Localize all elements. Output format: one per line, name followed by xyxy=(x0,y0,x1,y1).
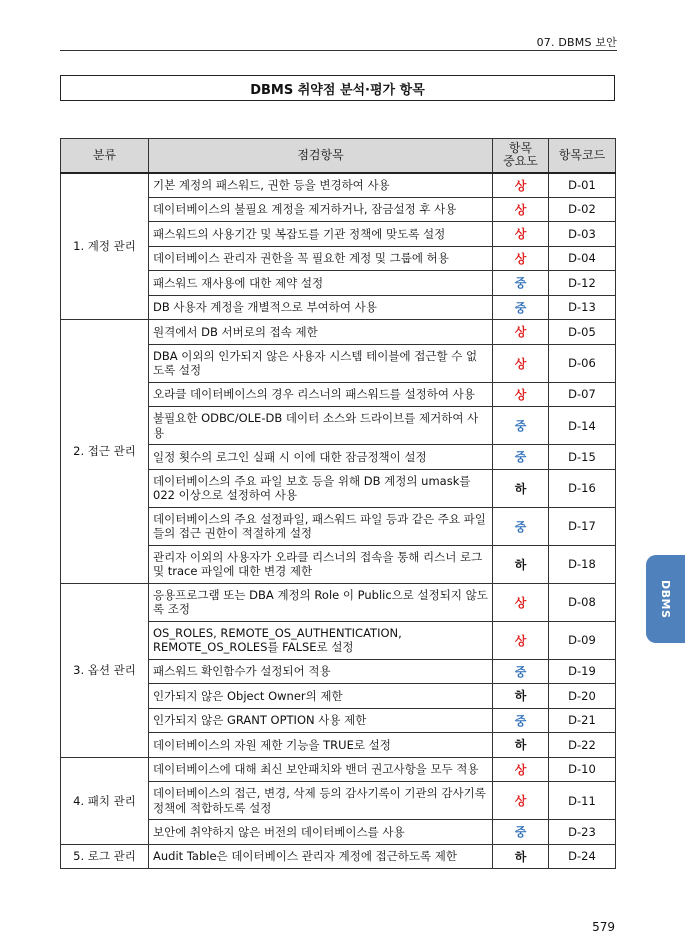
side-tab-dbms[interactable] xyxy=(646,555,685,643)
importance-cell: 중 xyxy=(493,445,549,470)
importance-cell: 중 xyxy=(493,407,549,445)
check-item-cell: 데이터베이스의 주요 파일 보호 등을 위해 DB 계정의 umask를 022 이상으로 설정하여 사용 xyxy=(149,469,493,507)
item-code-cell: D-04 xyxy=(549,246,616,271)
check-item-cell: 오라클 데이터베이스의 경우 리스너의 패스워드를 설정하여 사용 xyxy=(149,382,493,407)
table-row xyxy=(61,757,616,782)
item-code-cell: D-02 xyxy=(549,197,616,222)
importance-cell: 중 xyxy=(493,271,549,296)
importance-cell: 상 xyxy=(493,344,549,382)
importance-cell: 하 xyxy=(493,733,549,758)
category-cell: 5. 로그 관리 xyxy=(61,844,149,869)
importance-cell: 상 xyxy=(493,173,549,198)
item-code-cell: D-15 xyxy=(549,445,616,470)
importance-cell: 중 xyxy=(493,659,549,684)
importance-cell: 상 xyxy=(493,621,549,659)
table-row xyxy=(61,583,616,621)
check-item-cell: 데이터베이스의 불필요 계정을 제거하거나, 잠금설정 후 사용 xyxy=(149,197,493,222)
check-item-cell: 데이터베이스 관리자 권한을 꼭 필요한 계정 및 그룹에 허용 xyxy=(149,246,493,271)
item-code-cell: D-03 xyxy=(549,222,616,247)
vulnerability-table xyxy=(60,138,616,869)
table-row xyxy=(61,320,616,345)
importance-cell: 중 xyxy=(493,820,549,845)
importance-cell: 하 xyxy=(493,684,549,709)
check-item-cell: 인가되지 않은 GRANT OPTION 사용 제한 xyxy=(149,708,493,733)
item-code-cell: D-18 xyxy=(549,545,616,583)
check-item-cell: 데이터베이스의 접근, 변경, 삭제 등의 감사기록이 기관의 감사기록 정책에 적합하도록 설정 xyxy=(149,782,493,820)
importance-cell: 상 xyxy=(493,583,549,621)
check-item-cell: OS_ROLES, REMOTE_OS_AUTHENTICATION, REMOTE_OS_ROLES를 FALSE로 설정 xyxy=(149,621,493,659)
header-divider xyxy=(60,50,617,51)
item-code-cell: D-10 xyxy=(549,757,616,782)
category-cell: 3. 옵션 관리 xyxy=(61,583,149,757)
check-item-cell: DB 사용자 계정을 개별적으로 부여하여 사용 xyxy=(149,295,493,320)
item-code-cell: D-07 xyxy=(549,382,616,407)
importance-cell: 하 xyxy=(493,469,549,507)
table-row xyxy=(61,173,616,198)
item-code-cell: D-23 xyxy=(549,820,616,845)
category-cell: 1. 계정 관리 xyxy=(61,173,149,320)
importance-cell: 하 xyxy=(493,545,549,583)
item-code-cell: D-01 xyxy=(549,173,616,198)
check-item-cell: 보안에 취약하지 않은 버전의 데이터베이스를 사용 xyxy=(149,820,493,845)
section-header: 07. DBMS 보안 xyxy=(536,36,617,49)
item-code-cell: D-08 xyxy=(549,583,616,621)
importance-cell: 상 xyxy=(493,197,549,222)
document-title: DBMS 취약점 분석·평가 항목 xyxy=(60,75,615,101)
col-header-importance: 항목 중요도 xyxy=(493,139,549,173)
item-code-cell: D-19 xyxy=(549,659,616,684)
table-body xyxy=(61,173,616,869)
side-tab-label: DBMS xyxy=(659,579,672,619)
item-code-cell: D-12 xyxy=(549,271,616,296)
importance-cell: 중 xyxy=(493,295,549,320)
check-item-cell: 패스워드의 사용기간 및 복잡도를 기관 정책에 맞도록 설정 xyxy=(149,222,493,247)
check-item-cell: 응용프로그램 또는 DBA 계정의 Role 이 Public으로 설정되지 않도록 조정 xyxy=(149,583,493,621)
item-code-cell: D-21 xyxy=(549,708,616,733)
check-item-cell: 관리자 이외의 사용자가 오라클 리스너의 접속을 통해 리스너 로그 및 trace 파일에 대한 변경 제한 xyxy=(149,545,493,583)
col-header-item: 점검항목 xyxy=(149,139,493,173)
check-item-cell: 인가되지 않은 Object Owner의 제한 xyxy=(149,684,493,709)
check-item-cell: Audit Table은 데이터베이스 관리자 계정에 접근하도록 제한 xyxy=(149,844,493,869)
item-code-cell: D-22 xyxy=(549,733,616,758)
importance-cell: 상 xyxy=(493,320,549,345)
check-item-cell: 데이터베이스의 주요 설정파일, 패스워드 파일 등과 같은 주요 파일들의 접근 권한이 적절하게 설정 xyxy=(149,507,493,545)
item-code-cell: D-05 xyxy=(549,320,616,345)
item-code-cell: D-16 xyxy=(549,469,616,507)
check-item-cell: 패스워드 확인함수가 설정되어 적용 xyxy=(149,659,493,684)
check-item-cell: 패스워드 재사용에 대한 제약 설정 xyxy=(149,271,493,296)
check-item-cell: 불필요한 ODBC/OLE-DB 데이터 소스와 드라이브를 제거하여 사용 xyxy=(149,407,493,445)
item-code-cell: D-17 xyxy=(549,507,616,545)
check-item-cell: 원격에서 DB 서버로의 접속 제한 xyxy=(149,320,493,345)
item-code-cell: D-20 xyxy=(549,684,616,709)
category-cell: 4. 패치 관리 xyxy=(61,757,149,844)
item-code-cell: D-13 xyxy=(549,295,616,320)
check-item-cell: 데이터베이스에 대해 최신 보안패치와 밴더 권고사항을 모두 적용 xyxy=(149,757,493,782)
check-item-cell: 기본 계정의 패스워드, 권한 등을 변경하여 사용 xyxy=(149,173,493,198)
importance-cell: 상 xyxy=(493,757,549,782)
importance-cell: 중 xyxy=(493,507,549,545)
category-cell: 2. 접근 관리 xyxy=(61,320,149,584)
item-code-cell: D-24 xyxy=(549,844,616,869)
item-code-cell: D-11 xyxy=(549,782,616,820)
importance-cell: 상 xyxy=(493,222,549,247)
item-code-cell: D-06 xyxy=(549,344,616,382)
item-code-cell: D-09 xyxy=(549,621,616,659)
check-item-cell: 일정 횟수의 로그인 실패 시 이에 대한 잠금정책이 설정 xyxy=(149,445,493,470)
importance-cell: 상 xyxy=(493,246,549,271)
table-header-row xyxy=(61,139,616,173)
importance-cell: 중 xyxy=(493,708,549,733)
importance-cell: 상 xyxy=(493,382,549,407)
importance-cell: 상 xyxy=(493,782,549,820)
col-header-category: 분류 xyxy=(61,139,149,173)
col-header-code: 항목코드 xyxy=(549,139,616,173)
table-row xyxy=(61,844,616,869)
importance-cell: 하 xyxy=(493,844,549,869)
check-item-cell: DBA 이외의 인가되지 않은 사용자 시스템 테이블에 접근할 수 없도록 설정 xyxy=(149,344,493,382)
page-number: 579 xyxy=(592,920,615,934)
check-item-cell: 데이터베이스의 자원 제한 기능을 TRUE로 설정 xyxy=(149,733,493,758)
item-code-cell: D-14 xyxy=(549,407,616,445)
